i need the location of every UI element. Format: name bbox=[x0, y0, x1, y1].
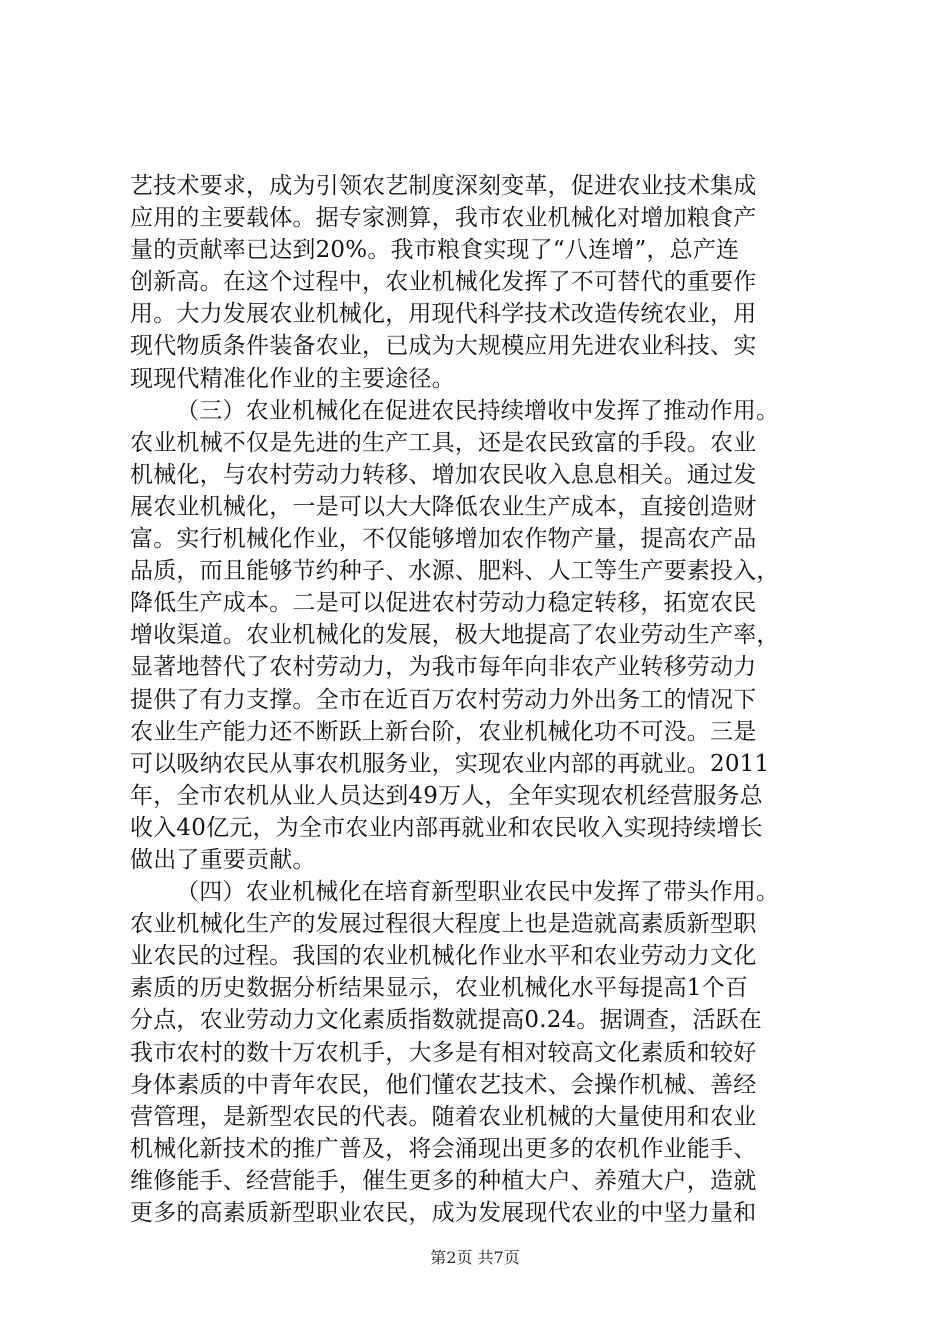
text-line: 业农民的过程。我国的农业机械化作业水平和农业劳动力文化 bbox=[130, 943, 757, 970]
text-line: 做出了重要贡献。 bbox=[130, 846, 316, 873]
text-line: 年，全市农机从业人员达到49万人，全年实现农机经营服务总 bbox=[130, 782, 763, 809]
text-line: 降低生产成本。二是可以促进农村劳动力稳定转移，拓宽农民 bbox=[130, 590, 757, 617]
text-line: 营管理，是新型农民的代表。随着农业机械的大量使用和农业 bbox=[130, 1103, 757, 1130]
text-line: 艺技术要求，成为引领农艺制度深刻变革，促进农业技术集成 bbox=[130, 173, 757, 199]
text-line: 量的贡献率已达到20%。我市粮食实现了“八连增”，总产连 bbox=[130, 237, 740, 264]
section-heading-line: （三）农业机械化在促进农民持续增收中发挥了推动作用。 bbox=[176, 397, 780, 424]
text-line: 应用的主要载体。据专家测算，我市农业机械化对增加粮食产 bbox=[130, 205, 757, 232]
text-line: 品质，而且能够节约种子、水源、肥料、人工等生产要素投入， bbox=[130, 558, 780, 585]
text-line: 用。大力发展农业机械化，用现代科学技术改造传统农业，用 bbox=[130, 301, 757, 328]
text-line: 机械化，与农村劳动力转移、增加农民收入息息相关。通过发 bbox=[130, 461, 757, 488]
text-line: 展农业机械化，一是可以大大降低农业生产成本，直接创造财 bbox=[130, 493, 757, 520]
text-line: 农业生产能力还不断跃上新台阶，农业机械化功不可没。三是 bbox=[130, 718, 757, 745]
text-line: 维修能手、经营能手，催生更多的种植大户、养殖大户，造就 bbox=[130, 1167, 757, 1194]
text-line: 农业机械化生产的发展过程很大程度上也是造就高素质新型职 bbox=[130, 911, 757, 938]
page-footer bbox=[0, 1245, 950, 1268]
text-line: 创新高。在这个过程中，农业机械化发挥了不可替代的重要作 bbox=[130, 269, 757, 296]
text-line: 素质的历史数据分析结果显示，农业机械化水平每提高1个百 bbox=[130, 975, 749, 1002]
section-heading-line: （四）农业机械化在培育新型职业农民中发挥了带头作用。 bbox=[176, 879, 780, 906]
text-line: 身体素质的中青年农民，他们懂农艺技术、会操作机械、善经 bbox=[130, 1071, 757, 1098]
text-line: 收入40亿元，为全市农业内部再就业和农民收入实现持续增长 bbox=[130, 814, 763, 841]
text-line: 增收渠道。农业机械化的发展，极大地提高了农业劳动生产率， bbox=[130, 622, 780, 649]
text-line: 可以吸纳农民从事农机服务业，实现农业内部的再就业。2011 bbox=[130, 750, 770, 777]
text-line: 我市农村的数十万农机手，大多是有相对较高文化素质和较好 bbox=[130, 1039, 757, 1066]
text-line: 更多的高素质新型职业农民，成为发展现代农业的中坚力量和 bbox=[130, 1200, 757, 1226]
page-number-label: 第2页 共7页 bbox=[430, 1248, 520, 1267]
document-body bbox=[130, 170, 830, 1229]
text-line: 现代物质条件装备农业，已成为大规模应用先进农业科技、实 bbox=[130, 333, 757, 360]
text-line: 显著地替代了农村劳动力，为我市每年向非农产业转移劳动力 bbox=[130, 654, 757, 681]
text-line: 提供了有力支撑。全市在近百万农村劳动力外出务工的情况下 bbox=[130, 686, 757, 713]
text-line: 富。实行机械化作业，不仅能够增加农作物产量，提高农产品 bbox=[130, 526, 757, 553]
text-line: 机械化新技术的推广普及，将会涌现出更多的农机作业能手、 bbox=[130, 1135, 757, 1162]
text-line: 农业机械不仅是先进的生产工具，还是农民致富的手段。农业 bbox=[130, 429, 757, 456]
text-line: 分点，农业劳动力文化素质指数就提高0.24。据调查，活跃在 bbox=[130, 1007, 763, 1034]
text-line: 现现代精准化作业的主要途径。 bbox=[130, 365, 455, 392]
